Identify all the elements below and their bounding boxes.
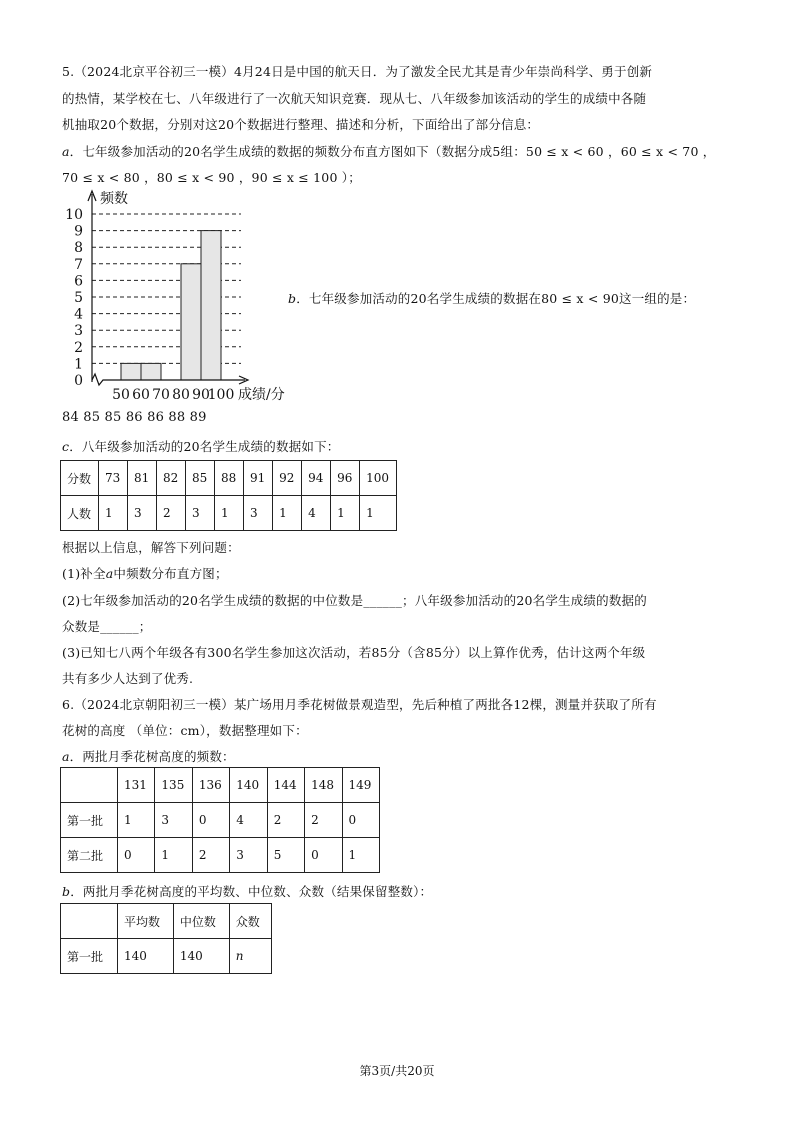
x-tick-label: 90 — [192, 387, 210, 403]
row-label: 第一批 — [61, 939, 118, 974]
count-cell: 1 — [215, 496, 244, 531]
q5-part-b — [288, 289, 695, 307]
q5-question-3-line-2: 共有多少人达到了优秀. — [62, 671, 194, 686]
freq-cell: 2 — [305, 803, 342, 838]
y-tick-label: 2 — [74, 339, 83, 356]
score-cell: 100 — [360, 461, 397, 496]
score-cell: 73 — [98, 461, 127, 496]
count-header: 人数 — [61, 496, 99, 531]
score-cell: 96 — [331, 461, 360, 496]
empty-corner-cell — [61, 768, 118, 803]
q5-intro-line-3: 机抽取20个数据，分别对这20个数据进行整理、描述和分析，下面给出了部分信息： — [62, 117, 540, 132]
count-cell: 3 — [127, 496, 156, 531]
freq-cell: 2 — [267, 803, 304, 838]
x-tick-label: 60 — [132, 387, 150, 403]
score-cell: 94 — [302, 461, 331, 496]
count-cell: 3 — [186, 496, 215, 531]
grade8-score-table — [60, 460, 397, 531]
frequency-histogram — [58, 188, 298, 406]
height-cell: 144 — [267, 768, 304, 803]
empty-corner-cell — [61, 904, 118, 939]
freq-cell: 0 — [342, 803, 379, 838]
y-tick-label: 6 — [74, 273, 83, 290]
stat-cell: n — [229, 939, 271, 974]
freq-cell: 1 — [155, 838, 192, 873]
stats-batch1-row — [61, 939, 272, 974]
histogram-bar — [141, 363, 161, 380]
height-cell: 148 — [305, 768, 342, 803]
q6-part-b — [62, 882, 432, 900]
count-cell: 3 — [244, 496, 273, 531]
count-cell: 1 — [98, 496, 127, 531]
tree-height-stats-table — [60, 903, 272, 974]
stat-header: 平均数 — [118, 904, 174, 939]
freq-cell: 4 — [230, 803, 267, 838]
count-cell: 2 — [157, 496, 186, 531]
x-axis-title: 成绩/分 — [238, 387, 285, 403]
q5-b-label: b — [288, 291, 297, 306]
q5-question-2-line-1: (2)七年级参加活动的20名学生成绩的数据的中位数是______；八年级参加活动的20名学生成绩的数据的 — [62, 593, 647, 608]
q6-b-text: ．两批月季花树高度的平均数、中位数、众数（结果保留整数）： — [70, 884, 433, 899]
count-row — [61, 496, 397, 531]
stat-cell: 140 — [118, 939, 174, 974]
y-axis-title: 频数 — [100, 191, 128, 207]
score-cell: 92 — [273, 461, 302, 496]
q6-part-a — [62, 747, 235, 765]
count-cell: 1 — [331, 496, 360, 531]
x-axis — [92, 374, 245, 385]
score-row — [61, 461, 397, 496]
freq-cell: 5 — [267, 838, 304, 873]
q1-var: a — [105, 566, 114, 581]
q1-start: (1)补全 — [62, 566, 106, 581]
histogram-bar — [121, 363, 141, 380]
stat-header: 众数 — [229, 904, 271, 939]
x-tick-label: 100 — [207, 387, 235, 403]
y-tick-label: 7 — [74, 256, 83, 273]
freq-cell: 1 — [342, 838, 379, 873]
y-tick-label: 3 — [74, 323, 83, 340]
q5-b-text: ．七年级参加活动的20名学生成绩的数据在80 ≤ x < 90这一组的是： — [296, 291, 696, 306]
stat-cell: 140 — [173, 939, 229, 974]
height-header-row — [61, 768, 380, 803]
q6-intro-line-1: 6.（2024北京朝阳初三一模）某广场用月季花树做景观造型，先后种植了两批各12棵，测量并获取了所有 — [62, 697, 657, 712]
q6-a-text: ．两批月季花树高度的频数： — [69, 749, 235, 764]
q5-question-2-line-2: 众数是______； — [62, 619, 152, 634]
count-cell: 1 — [273, 496, 302, 531]
height-cell: 140 — [230, 768, 267, 803]
q6-b-label: b — [62, 884, 71, 899]
y-tick-label: 1 — [74, 356, 83, 373]
stat-header: 中位数 — [173, 904, 229, 939]
batch1-row — [61, 803, 380, 838]
score-cell: 88 — [215, 461, 244, 496]
y-tick-label: 9 — [74, 223, 83, 240]
q5-a-label: a — [62, 144, 70, 159]
height-cell: 149 — [342, 768, 379, 803]
histogram-bar — [181, 264, 201, 380]
y-tick-label: 5 — [74, 290, 83, 306]
q5-part-c — [62, 437, 340, 455]
x-tick-label: 70 — [152, 387, 170, 403]
freq-cell: 0 — [305, 838, 342, 873]
freq-cell: 3 — [155, 803, 192, 838]
q6-a-label: a — [62, 749, 70, 764]
q5-question-3-line-1: (3)已知七八两个年级各有300名学生参加这次活动，若85分（含85分）以上算作优秀，估计这两个年级 — [62, 645, 646, 660]
score-cell: 85 — [186, 461, 215, 496]
q1-rest: 中频数分布直方图； — [113, 566, 228, 581]
q5-c-text: ．八年级参加活动的20名学生成绩的数据如下： — [69, 439, 340, 454]
q5-a-text-1: ．七年级参加活动的20名学生成绩的数据的频数分布直方图如下（数据分成5组：50 ≤ x < 60 ，60 ≤ x < 70 ， — [69, 144, 716, 159]
y-tick-label: 8 — [74, 240, 83, 257]
count-cell: 4 — [302, 496, 331, 531]
q5-question-1 — [62, 564, 228, 582]
freq-cell: 0 — [118, 838, 155, 873]
q5-part-a — [62, 142, 715, 160]
height-cell: 131 — [118, 768, 155, 803]
q5-a-text-2: 70 ≤ x < 80 ，80 ≤ x < 90 ，90 ≤ x ≤ 100 ）； — [62, 170, 361, 185]
q6-intro-line-2: 花树的高度 （单位：cm），数据整理如下： — [62, 723, 308, 738]
row-label: 第一批 — [61, 803, 118, 838]
q5-instruction: 根据以上信息，解答下列问题： — [62, 540, 240, 555]
q5-b-data: 84 85 85 86 86 88 89 — [62, 410, 207, 425]
count-cell: 1 — [360, 496, 397, 531]
page-footer: 第3页/共20页 — [359, 1064, 435, 1078]
score-cell: 91 — [244, 461, 273, 496]
score-header: 分数 — [61, 461, 99, 496]
batch2-row — [61, 838, 380, 873]
height-cell: 136 — [192, 768, 229, 803]
x-tick-label: 80 — [172, 387, 190, 403]
y-tick-label: 4 — [74, 306, 83, 323]
freq-cell: 0 — [192, 803, 229, 838]
y-tick-label: 10 — [65, 207, 83, 223]
freq-cell: 1 — [118, 803, 155, 838]
score-cell: 81 — [127, 461, 156, 496]
freq-cell: 2 — [192, 838, 229, 873]
height-cell: 135 — [155, 768, 192, 803]
row-label: 第二批 — [61, 838, 118, 873]
histogram-bar — [201, 231, 221, 380]
score-cell: 82 — [157, 461, 186, 496]
q5-c-label: c — [62, 439, 70, 454]
q5-intro-line-1: 5.（2024北京平谷初三一模）4月24日是中国的航天日．为了激发全民尤其是青少年崇尚科学、勇于创新 — [62, 64, 653, 79]
tree-height-frequency-table — [60, 767, 380, 873]
y-tick-label: 0 — [74, 373, 83, 389]
stats-header-row — [61, 904, 272, 939]
freq-cell: 3 — [230, 838, 267, 873]
q5-intro-line-2: 的热情，某学校在七、八年级进行了一次航天知识竞赛．现从七、八年级参加该活动的学生的成绩中各随 — [62, 91, 647, 106]
x-tick-label: 50 — [112, 387, 130, 403]
